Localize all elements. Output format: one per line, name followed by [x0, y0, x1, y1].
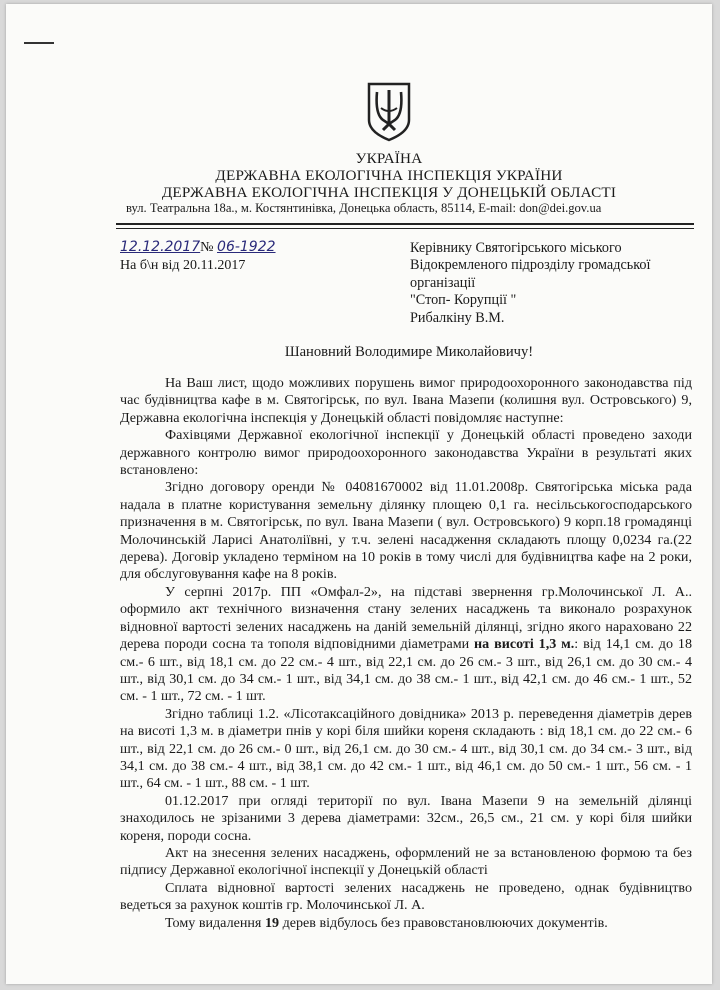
paragraph: Фахівцями Державної екологічної інспекції у Донецькій області проведено заходи державного контролю вимог природоохоронного законодавства України в результаті яких встановлено:	[120, 427, 692, 479]
addressee-line: Рибалкіну В.М.	[410, 309, 505, 326]
agency-title: ДЕРЖАВНА ЕКОЛОГІЧНА ІНСПЕКЦІЯ УКРАЇНИ	[215, 167, 563, 184]
country-title: УКРАЇНА	[355, 150, 423, 167]
header-rule	[116, 223, 694, 225]
paragraph: 01.12.2017 при огляді території по вул. Івана Мазепи 9 на земельній ділянці знаходилось не зрізаними 3 дерева діаметрами: 32см., 26,5 см., 21 см. у корі біля шийки кореня, породи сосна.	[120, 792, 692, 844]
reply-reference: На б\н від 20.11.2017	[120, 258, 246, 273]
addressee-line: організації	[410, 274, 476, 291]
number-sign: №	[200, 240, 214, 255]
paragraph: Сплата відновної вартості зелених насаджень не проведено, однак будівництво ведеться за рахунок коштів гр. Молочинської Л. А.	[120, 879, 692, 914]
letter-body	[120, 375, 692, 932]
greeting: Шановний Володимире Миколайовичу!	[284, 344, 534, 360]
header-rule-thin	[116, 228, 694, 229]
paragraph: Акт на знесення зелених насаджень, оформлений не за встановленою формою та без підпису Державної екологічної інспекції у Донецькій області	[120, 844, 692, 879]
margin-mark	[24, 42, 54, 44]
agency-address: вул. Театральна 18а., м. Костянтинівка, Донецька область, 85114, E-mail: don@dei.gov.ua	[126, 201, 602, 215]
paragraph-bold-text: 19	[264, 914, 280, 931]
document-page	[6, 4, 712, 984]
outgoing-date: 12.12.2017	[120, 239, 201, 255]
addressee-line: "Стоп- Корупції "	[410, 292, 517, 309]
paragraph-text: Тому видалення	[165, 914, 265, 931]
regional-agency-title: ДЕРЖАВНА ЕКОЛОГІЧНА ІНСПЕКЦІЯ У ДОНЕЦЬКІЙ ОБЛАСТІ	[161, 184, 617, 201]
paragraph: Згідно таблиці 1.2. «Лісотаксаційного довідника» 2013 р. переведення діаметрів дерев на висоті 1,3 м. в діаметри пнів у корі біля шийки кореня складають : від 18,1 см. до 22 см.- 6 шт., від 22,1 см. до 26 см.- 0 шт., від 26,1 см. до 30 см.- 4 шт., від 30,1 см. до 34 см.- 3 шт., від 34,1 см. до 38 см.- 4 шт., від 38,1 см. до 42 см.- 1 шт., від 46,1 см. до 50 см.- 1 шт., 56 см. - 1 шт., 64 см. - 1 шт., 88 см. - 1 шт.	[120, 705, 692, 792]
addressee-line: Відокремленого підрозділу громадської	[410, 257, 651, 274]
paragraph: Згідно договору оренди № 04081670002 від 11.01.2008р. Святогірська міська рада надала в платне користування земельну ділянку площею 0,1 га. несільськогосподарського призначення в м. Святогірськ, по вул. Івана Мазепи ( вул. Островського) 9 корп.18 громадянці Молочинській Ларисі Анатоліївні, у т.ч. зелені насадження складають площу 0,0234 га.(22 дерева). Договір укладено терміном на 10 років в тому числі для будівництва кафе на 2 роки, для обслуговування кафе на 8 років.	[120, 479, 692, 583]
paragraph-bold-text: на висоті 1,3 м.	[474, 636, 575, 653]
paragraph	[120, 915, 692, 932]
outgoing-registration-number: 06-1922	[217, 239, 276, 255]
trident-emblem-icon	[365, 80, 413, 142]
paragraph: На Ваш лист, щодо можливих порушень вимог природоохоронного законодавства під час будівництва кафе в м. Святогірськ, по вул. Івана Мазепи (колишня вул. Островського) 9, Державна екологічна інспекція у Донецькій області повідомляє наступне:	[120, 375, 692, 426]
addressee-line: Керівнику Святогірського міського	[410, 240, 622, 256]
paragraph-text: дерев відбулось без правовстановлюючих документів.	[279, 914, 608, 931]
outgoing-number	[120, 239, 276, 256]
paragraph	[120, 584, 692, 706]
paragraph-text: У серпні 2017р. ПП «Омфал-2», на підставі звернення гр.Молочинської Л. А.. оформило акт технічного визначення стану зелених насаджень та виконало розрахунок відновної вартості зелених насаджень на даній земельній ділянці, згідно якого нараховано 22 дерева породи сосна та тополя відповідними діаметрами	[120, 583, 692, 653]
addressee-block	[410, 240, 680, 327]
paragraph-text: : від 14,1 см. до 18 см.- 6 шт., від 18,1 см. до 22 см.- 4 шт., від 22,1 см. до 26 см.- 3 шт., від 26,1 см. до 30 см.- 4 шт., від 30,1 см. до 34 см.- 1 шт., від 34,1 см. до 38 см.- 1 шт., від 42,1 см. до 46 см.- 1 шт., 52 см. - 1 шт., 72 см. - 1 шт.	[120, 636, 692, 705]
